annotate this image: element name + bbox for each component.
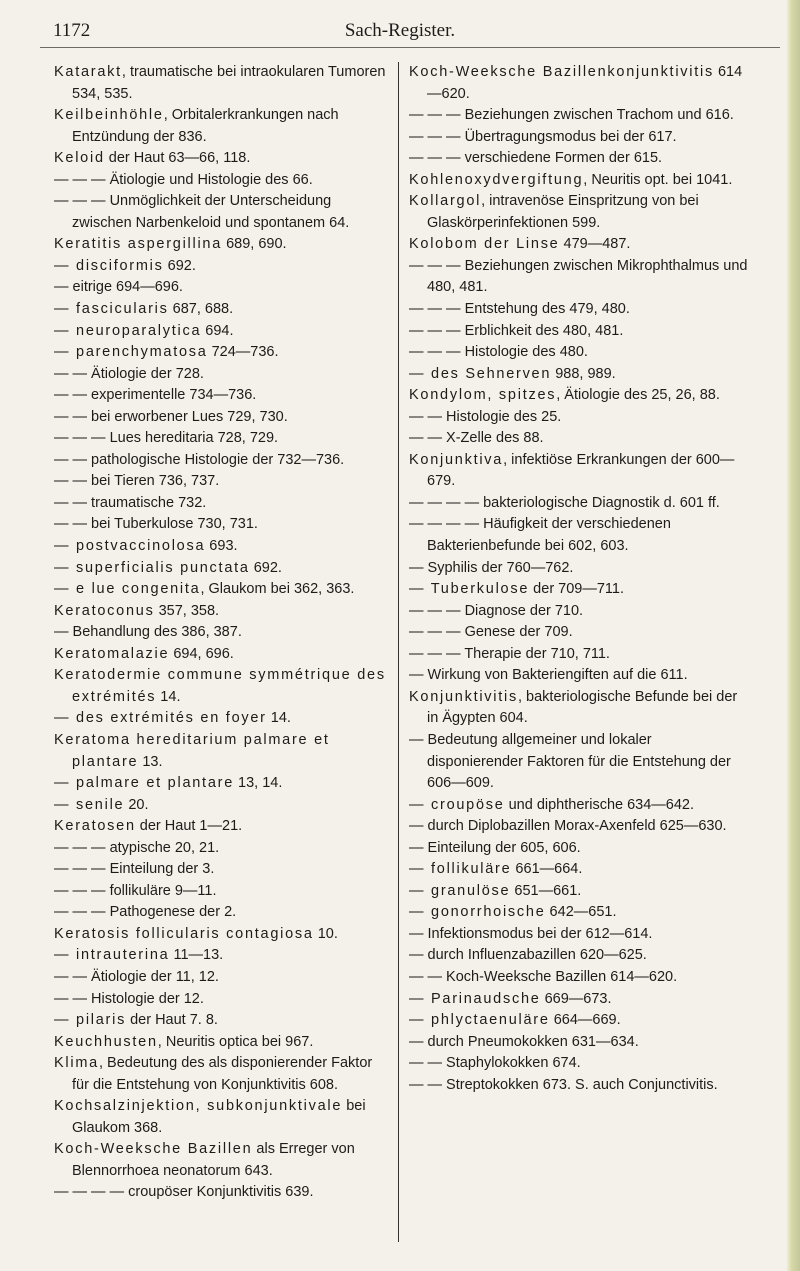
index-text: 651—661. (510, 882, 582, 899)
index-text: — — — verschiedene Formen der 615. (409, 150, 663, 167)
index-text: — durch Pneumokokken 631—634. (409, 1033, 639, 1050)
index-entry (54, 1182, 389, 1204)
index-text: 13, 14. (234, 775, 283, 792)
index-text: — — — — bakteriologische Diagnostik d. 601 ff. (409, 494, 720, 511)
index-text: — — — Beziehungen zwischen Mikrophthalmus und 480, 481. (409, 257, 748, 296)
index-entry (54, 730, 389, 773)
index-term: Katarakt (54, 64, 122, 80)
index-text: 724—736. (207, 344, 279, 361)
index-text: 642—651. (545, 904, 617, 921)
index-entry (54, 708, 389, 730)
index-text: — — — Lues hereditaria 728, 729. (54, 430, 279, 447)
index-text: 692. (249, 559, 282, 576)
index-entry (409, 450, 749, 493)
index-text: , Ätiologie des 25, 26, 88. (556, 387, 720, 404)
index-term: — gonorrhoische (409, 904, 546, 921)
index-text: — — — Ätiologie und Histologie des 66. (54, 171, 313, 188)
index-entry (409, 191, 749, 234)
index-text: — — experimentelle 734—736. (54, 387, 257, 404)
index-text: — — — — Häufigkeit der verschiedenen Bakterienbefunde bei 602, 603. (409, 516, 671, 555)
index-text: — — Koch-Weeksche Bazillen 614—620. (409, 968, 678, 985)
index-text: — — traumatische 732. (54, 494, 207, 511)
index-text: — Infektionsmodus bei der 612—614. (409, 925, 653, 942)
index-text: — — pathologische Histologie der 732—736. (54, 451, 345, 468)
index-column-right (409, 62, 749, 1096)
index-entry (54, 234, 389, 256)
index-entry (54, 859, 389, 881)
index-term: Keratodermie commune symmétrique des extrémités (54, 667, 386, 705)
index-text: — — — atypische 20, 21. (54, 839, 220, 856)
index-entry (409, 234, 749, 256)
index-term: — senile (54, 796, 125, 813)
index-entry (409, 364, 749, 386)
index-text: , Glaukom bei 362, 363. (200, 581, 355, 598)
index-text: — — — Erblichkeit des 480, 481. (409, 322, 624, 339)
index-text: — — Histologie des 25. (409, 408, 562, 425)
index-text: — Wirkung von Bakteriengiften auf die 611. (409, 667, 688, 684)
index-text: der Haut 1—21. (135, 818, 243, 835)
index-entry (409, 148, 749, 170)
index-text: — Syphilis der 760—762. (409, 559, 574, 576)
index-entry (54, 428, 389, 450)
index-entry (54, 622, 389, 644)
index-term: — follikuläre (409, 861, 512, 878)
index-entry (54, 493, 389, 515)
index-text: — durch Diplobazillen Morax-Axenfeld 625—630. (409, 818, 727, 835)
index-term: Koch-Weeksche Bazillen (54, 1141, 253, 1158)
index-text: 14. (156, 688, 181, 705)
index-text: — — Staphylokokken 674. (409, 1055, 581, 1072)
index-entry (409, 579, 749, 601)
index-entry (54, 385, 389, 407)
index-column-left (54, 62, 389, 1204)
index-term: — granulöse (409, 882, 511, 899)
index-entry (409, 902, 749, 924)
index-entry (409, 299, 749, 321)
index-text: 693. (205, 538, 238, 555)
index-entry (409, 967, 749, 989)
index-text: — Bedeutung allgemeiner und lokaler disponierender Faktoren für die Entstehung der 606—609. (409, 731, 731, 792)
index-entry (409, 622, 749, 644)
index-text: — eitrige 694—696. (54, 279, 183, 296)
index-text: 988, 989. (551, 365, 616, 382)
index-term: Keloid (54, 150, 105, 167)
index-entry (54, 902, 389, 924)
index-text: — Einteilung der 605, 606. (409, 839, 581, 856)
index-entry (54, 989, 389, 1011)
index-entry (54, 450, 389, 472)
index-entry (409, 644, 749, 666)
index-entry (54, 1053, 389, 1096)
index-text: der Haut 63—66, 118. (104, 150, 251, 167)
index-entry (54, 321, 389, 343)
index-entry (409, 1010, 749, 1032)
index-entry (54, 579, 389, 601)
index-entry (54, 1096, 389, 1139)
index-entry (409, 105, 749, 127)
index-entry (54, 62, 389, 105)
index-text: 669—673. (540, 990, 612, 1007)
index-entry (409, 321, 749, 343)
index-entry (409, 1053, 749, 1075)
index-term: — disciformis (54, 257, 164, 274)
index-text: — — — Übertragungsmodus bei der 617. (409, 128, 677, 145)
index-entry (54, 773, 389, 795)
index-entry (409, 62, 749, 105)
index-term: — postvaccinolosa (54, 538, 206, 555)
index-term: — parenchymatosa (54, 344, 208, 361)
index-text: — — — Diagnose der 710. (409, 602, 584, 619)
index-text: — — — Unmöglichkeit der Unterscheidung zwischen Narbenkeloid und spontanem 64. (54, 193, 350, 231)
index-text: , traumatische bei intraokularen Tumoren 534, 535. (72, 64, 386, 102)
index-entry (54, 945, 389, 967)
index-entry (54, 105, 389, 148)
index-entry (409, 795, 749, 817)
index-entry (54, 299, 389, 321)
index-term: Keratitis aspergillina (54, 236, 223, 253)
index-term: — Tuberkulose (409, 581, 530, 598)
index-text: 11—13. (169, 947, 224, 964)
index-text: — durch Influenzabazillen 620—625. (409, 947, 647, 964)
index-entry (54, 838, 389, 860)
index-entry (409, 493, 749, 515)
index-text: 689, 690. (222, 236, 287, 253)
header-rule (40, 47, 780, 48)
index-entry (54, 924, 389, 946)
index-term: — croupöse (409, 796, 505, 813)
index-text: 20. (124, 796, 149, 813)
index-text: als Erreger von Blennorrhoea neonatorum 643. (72, 1141, 355, 1179)
index-entry (54, 1139, 389, 1182)
index-entry (409, 924, 749, 946)
scan-edge (786, 0, 800, 1271)
index-entry (409, 1032, 749, 1054)
index-term: Keratomalazie (54, 645, 170, 662)
running-head: Sach-Register. (344, 20, 456, 41)
index-entry (54, 277, 389, 299)
index-term: — palmare et plantare (54, 775, 235, 792)
index-entry (54, 1032, 389, 1054)
index-term: Kochsalzinjektion, subkonjunktivale (54, 1098, 343, 1115)
index-entry (54, 364, 389, 386)
index-term: Keratoma hereditarium palmare et plantare (54, 731, 330, 770)
index-text: — — — Entstehung des 479, 480. (409, 301, 630, 318)
index-term: — Parinaudsche (409, 990, 541, 1007)
index-entry (54, 148, 389, 170)
index-text: , Neuritis optica bei 967. (157, 1033, 314, 1050)
index-text: 10. (313, 925, 338, 942)
index-text: — — — Einteilung der 3. (54, 861, 215, 878)
index-text: — — bei erworbener Lues 729, 730. (54, 408, 288, 425)
index-term: Keratoconus (54, 602, 155, 619)
index-entry (54, 191, 389, 234)
index-text: — — — follikuläre 9—11. (54, 882, 217, 899)
index-entry (409, 989, 749, 1011)
index-entry (54, 256, 389, 278)
index-entry (54, 558, 389, 580)
index-entry (54, 816, 389, 838)
index-text: 687, 688. (168, 301, 234, 318)
index-entry (409, 1075, 749, 1097)
index-entry (54, 514, 389, 536)
index-entry (54, 342, 389, 364)
index-text: — — — Genese der 709. (409, 624, 573, 641)
index-text: , Orbitalerkrankungen nach Entzündung der 836. (72, 107, 339, 145)
index-term: Kondylom, spitzes (409, 387, 557, 404)
index-entry (409, 816, 749, 838)
index-text: 614—620. (427, 64, 743, 102)
index-text: , Neuritis opt. bei 1041. (583, 171, 733, 188)
index-term: — des Sehnerven (409, 365, 552, 382)
index-entry (409, 514, 749, 557)
index-entry (409, 687, 749, 730)
index-text: — — X-Zelle des 88. (409, 430, 544, 447)
index-text: bei Glaukom 368. (72, 1098, 366, 1136)
index-text: 692. (163, 257, 196, 274)
index-text: 694. (201, 322, 234, 339)
index-text: — — Ätiologie der 728. (54, 365, 204, 382)
index-term: — superficialis punctata (54, 559, 250, 576)
index-text: — — — Therapie der 710, 711. (409, 645, 610, 662)
index-entry (409, 859, 749, 881)
index-text: — — bei Tieren 736, 737. (54, 473, 220, 490)
index-entry (409, 945, 749, 967)
index-entry (54, 881, 389, 903)
index-text: — — — Beziehungen zwischen Trachom und 616. (409, 107, 734, 124)
index-term: — e lue congenita (54, 581, 201, 598)
index-term: Konjunktivitis (409, 688, 518, 705)
index-text: 661—664. (511, 861, 583, 878)
index-term: Keuchhusten (54, 1033, 158, 1050)
index-text: 14. (266, 710, 291, 727)
index-term: Keratosen (54, 818, 136, 835)
index-text: 357, 358. (154, 602, 220, 619)
index-text: , intravenöse Einspritzung von bei Glaskörperinfektionen 599. (427, 193, 699, 231)
index-entry (54, 1010, 389, 1032)
index-term: Kolobom der Linse (409, 236, 560, 253)
index-term: — fascicularis (54, 301, 169, 318)
index-term: — phlyctaenuläre (409, 1012, 550, 1029)
index-entry (409, 170, 749, 192)
index-entry (409, 838, 749, 860)
index-text: 694, 696. (169, 645, 234, 662)
index-entry (54, 471, 389, 493)
index-text: der 709—711. (529, 581, 625, 598)
index-text: 13. (138, 753, 163, 770)
index-term: Konjunktiva (409, 451, 504, 468)
index-entry (409, 665, 749, 687)
index-entry (409, 407, 749, 429)
index-term: — pilaris (54, 1012, 127, 1029)
index-entry (54, 795, 389, 817)
index-text: — — Ätiologie der 11, 12. (54, 968, 219, 985)
index-term: Kollargol (409, 193, 482, 210)
index-text: und diphtherische 634—642. (504, 796, 695, 813)
index-entry (409, 342, 749, 364)
index-text: — — bei Tuberkulose 730, 731. (54, 516, 258, 533)
index-text: , infektiöse Erkrankungen der 600—679. (427, 451, 735, 490)
index-term: — neuroparalytica (54, 322, 202, 339)
index-text: , bakteriologische Befunde bei der in Ägypten 604. (427, 688, 738, 727)
index-entry (54, 967, 389, 989)
index-term: — intrauterina (54, 947, 170, 964)
index-term: Keratosis follicularis contagiosa (54, 925, 314, 942)
page-number: 1172 (53, 20, 91, 41)
index-entry (409, 881, 749, 903)
index-text: 664—669. (549, 1012, 621, 1029)
index-entry (54, 665, 389, 708)
index-term: — des extrémités en foyer (54, 710, 267, 727)
index-term: Koch-Weeksche Bazillenkonjunktivitis (409, 64, 714, 80)
index-entry (54, 170, 389, 192)
index-text: — — — Histologie des 480. (409, 344, 588, 361)
index-text: — — — — croupöser Konjunktivitis 639. (54, 1184, 314, 1201)
index-text: , Bedeutung des als disponierender Faktor für die Entstehung von Konjunktivitis 608. (72, 1055, 373, 1093)
index-text: — — — Pathogenese der 2. (54, 904, 237, 921)
index-text: — Behandlung des 386, 387. (54, 624, 242, 641)
index-text: — — Streptokokken 673. S. auch Conjunctivitis. (409, 1076, 718, 1093)
index-entry (409, 385, 749, 407)
index-text: 479—487. (559, 236, 631, 253)
index-term: Klima (54, 1055, 99, 1072)
index-text: — — Histologie der 12. (54, 990, 204, 1007)
index-entry (409, 256, 749, 299)
index-entry (54, 644, 389, 666)
index-term: Keilbeinhöhle (54, 107, 164, 124)
index-entry (54, 536, 389, 558)
index-entry (54, 407, 389, 429)
index-entry (409, 428, 749, 450)
column-divider (398, 62, 399, 1242)
index-text: der Haut 7. 8. (126, 1012, 218, 1029)
index-term: Kohlenoxydvergiftung (409, 171, 584, 188)
index-entry (409, 601, 749, 623)
index-entry (409, 127, 749, 149)
index-entry (409, 730, 749, 795)
index-entry (409, 558, 749, 580)
index-entry (54, 601, 389, 623)
